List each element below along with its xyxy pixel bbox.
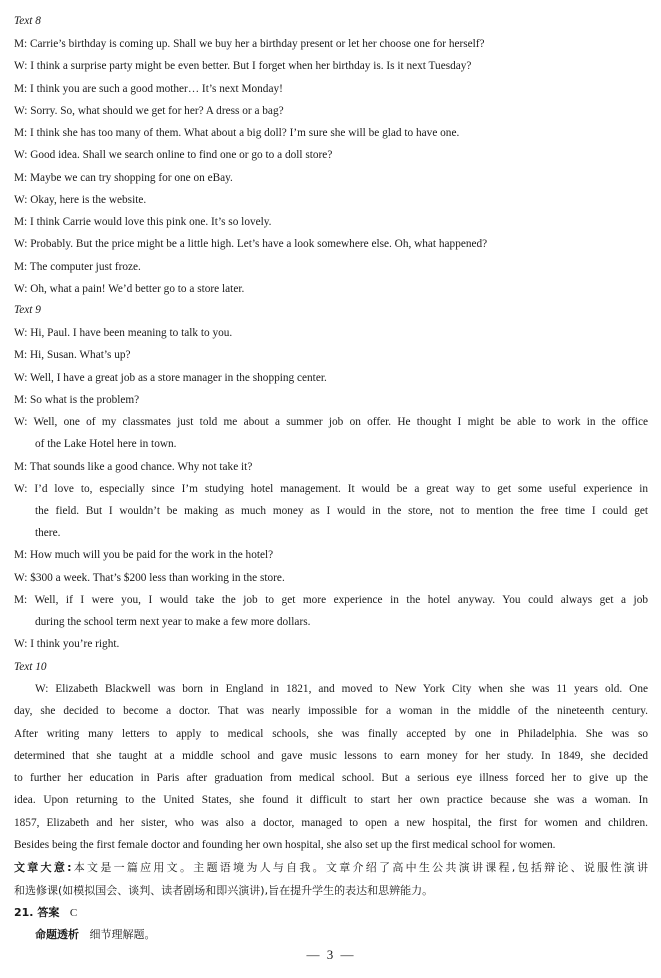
speaker: M: — [14, 83, 28, 95]
dialogue-line — [14, 260, 648, 274]
dialogue-line — [14, 126, 648, 140]
dialogue-line — [14, 460, 648, 474]
speaker: M: — [14, 394, 28, 406]
speaker: W: — [14, 372, 28, 384]
page-number: — 3 — — [306, 947, 356, 962]
dialogue-line — [14, 82, 648, 96]
paragraph-line: idea. Upon returning to the United States, she found it difficult to start her own practice because she was a woman. In — [14, 794, 648, 806]
text10-heading: Text 10 — [14, 661, 47, 673]
analysis-line — [14, 928, 648, 942]
speaker: W: — [14, 572, 28, 584]
utterance: I think you are such a good mother… It’s next Monday! — [27, 83, 283, 95]
dialogue-line — [14, 571, 648, 585]
utterance: Hi, Susan. What’s up? — [27, 349, 131, 361]
speaker: M: — [14, 172, 28, 184]
text9-heading: Text 9 — [14, 304, 41, 316]
paragraph-line: day, she decided to become a doctor. That was nearly impossible for a woman in the middle of the nineteenth century. — [14, 705, 648, 717]
speaker: M: — [14, 349, 28, 361]
analysis-label: 命题透析 — [35, 928, 79, 941]
paragraph-line: to further her education in Paris after graduation from medical school. But a serious eye illness forced her to give up the — [14, 772, 648, 784]
speaker: W: — [14, 105, 28, 117]
utterance: Well, I have a great job as a store manager in the shopping center. — [27, 372, 327, 384]
answer-line — [14, 906, 648, 920]
dialogue-continuation: there. — [35, 527, 61, 539]
speaker: W: — [14, 327, 28, 339]
dialogue-line — [14, 104, 648, 118]
dialogue-line — [14, 593, 648, 607]
speaker: M: — [14, 549, 28, 561]
speaker: W: — [14, 60, 28, 72]
dialogue-line — [14, 415, 648, 429]
utterance: Probably. But the price might be a little high. Let’s have a look somewhere else. Oh, what happened? — [27, 238, 488, 250]
utterance: Well, if I were you, I would take the job to get more experience in the hotel anyway. You could always get a job — [27, 594, 648, 606]
utterance: How much will you be paid for the work in the hotel? — [27, 549, 274, 561]
utterance: I’d love to, especially since I’m studying hotel management. It would be a great way to get some useful experience in — [27, 483, 648, 495]
paragraph-line: determined that she taught at a middle school and gave music lessons to earn money for her study. In 1849, she decided — [14, 750, 648, 762]
speaker: W: — [14, 416, 28, 428]
dialogue-line — [14, 215, 648, 229]
utterance: I think she has too many of them. What about a big doll? I’m sure she will be glad to have one. — [27, 127, 460, 139]
text8-heading: Text 8 — [14, 15, 41, 27]
speaker: M: — [14, 216, 28, 228]
speaker: W: — [14, 638, 28, 650]
dialogue-line — [14, 237, 648, 251]
dialogue-continuation: the field. But I wouldn’t be making as much money as I would in the store, not to mention the free time I could get — [35, 505, 648, 517]
utterance: Oh, what a pain! We’d better go to a store later. — [27, 283, 245, 295]
dialogue-line — [14, 371, 648, 385]
speaker: W: — [14, 483, 28, 495]
utterance: I think you’re right. — [27, 638, 120, 650]
utterance: Carrie’s birthday is coming up. Shall we buy her a birthday present or let her choose one for herself? — [27, 38, 485, 50]
analysis-text: 细节理解题。 — [89, 928, 156, 941]
dialogue-line — [14, 482, 648, 496]
dialogue-continuation: of the Lake Hotel here in town. — [35, 438, 177, 450]
speaker: M: — [14, 38, 28, 50]
utterance: Good idea. Shall we search online to find one or go to a doll store? — [27, 149, 333, 161]
paragraph-line: After writing many letters to apply to medical schools, she was finally accepted by one in Philadelphia. She was so — [14, 728, 648, 740]
utterance: Okay, here is the website. — [27, 194, 147, 206]
utterance: The computer just froze. — [27, 261, 141, 273]
summary-label: 文章大意: — [14, 861, 72, 874]
answer-label: 21. 答案 — [14, 906, 60, 919]
utterance: Well, one of my classmates just told me about a summer job on offer. He thought I might be able to work in the office — [27, 416, 648, 428]
dialogue-line — [14, 193, 648, 207]
speaker: W: — [14, 194, 28, 206]
utterance: Sorry. So, what should we get for her? A dress or a bag? — [27, 105, 284, 117]
answer-value: C — [69, 907, 78, 919]
paragraph-line: W: Elizabeth Blackwell was born in England in 1821, and moved to New York City when she was 11 years old. One — [35, 683, 648, 695]
speaker: M: — [14, 594, 28, 606]
dialogue-line — [14, 326, 648, 340]
speaker: W: — [14, 149, 28, 161]
utterance: $300 a week. That’s $200 less than working in the store. — [27, 572, 285, 584]
utterance: That sounds like a good chance. Why not take it? — [27, 461, 253, 473]
utterance: I think a surprise party might be even better. But I forget when her birthday is. Is it next Tuesday? — [27, 60, 472, 72]
dialogue-line — [14, 548, 648, 562]
dialogue-line — [14, 348, 648, 362]
utterance: Hi, Paul. I have been meaning to talk to you. — [27, 327, 233, 339]
utterance: So what is the problem? — [27, 394, 140, 406]
paragraph-line: Besides being the first female doctor and founding her own hospital, she also set up the first medical school for women. — [14, 839, 556, 851]
dialogue-line — [14, 148, 648, 162]
dialogue-continuation: during the school term next year to make a few more dollars. — [35, 616, 311, 628]
dialogue-line — [14, 393, 648, 407]
paragraph-line: 1857, Elizabeth and her sister, who was also a doctor, managed to open a new hospital, the first for women and children. — [14, 817, 648, 829]
speaker: M: — [14, 261, 28, 273]
speaker: M: — [14, 461, 28, 473]
dialogue-line — [14, 637, 648, 651]
summary-text: 本文是一篇应用文。主题语境为人与自我。文章介绍了高中生公共演讲课程,包括辩论、说服性演讲 — [71, 861, 648, 874]
dialogue-line — [14, 37, 648, 51]
utterance: I think Carrie would love this pink one. It’s so lovely. — [27, 216, 272, 228]
summary-line: 和选修课(如模拟国会、谈判、读者剧场和即兴演讲),旨在提升学生的表达和思辨能力。 — [14, 884, 434, 897]
utterance: Maybe we can try shopping for one on eBay. — [27, 172, 233, 184]
dialogue-line — [14, 171, 648, 185]
dialogue-line — [14, 282, 648, 296]
speaker: W: — [14, 238, 28, 250]
speaker: M: — [14, 127, 28, 139]
dialogue-line — [14, 59, 648, 73]
speaker: W: — [14, 283, 28, 295]
summary-line — [14, 861, 648, 875]
